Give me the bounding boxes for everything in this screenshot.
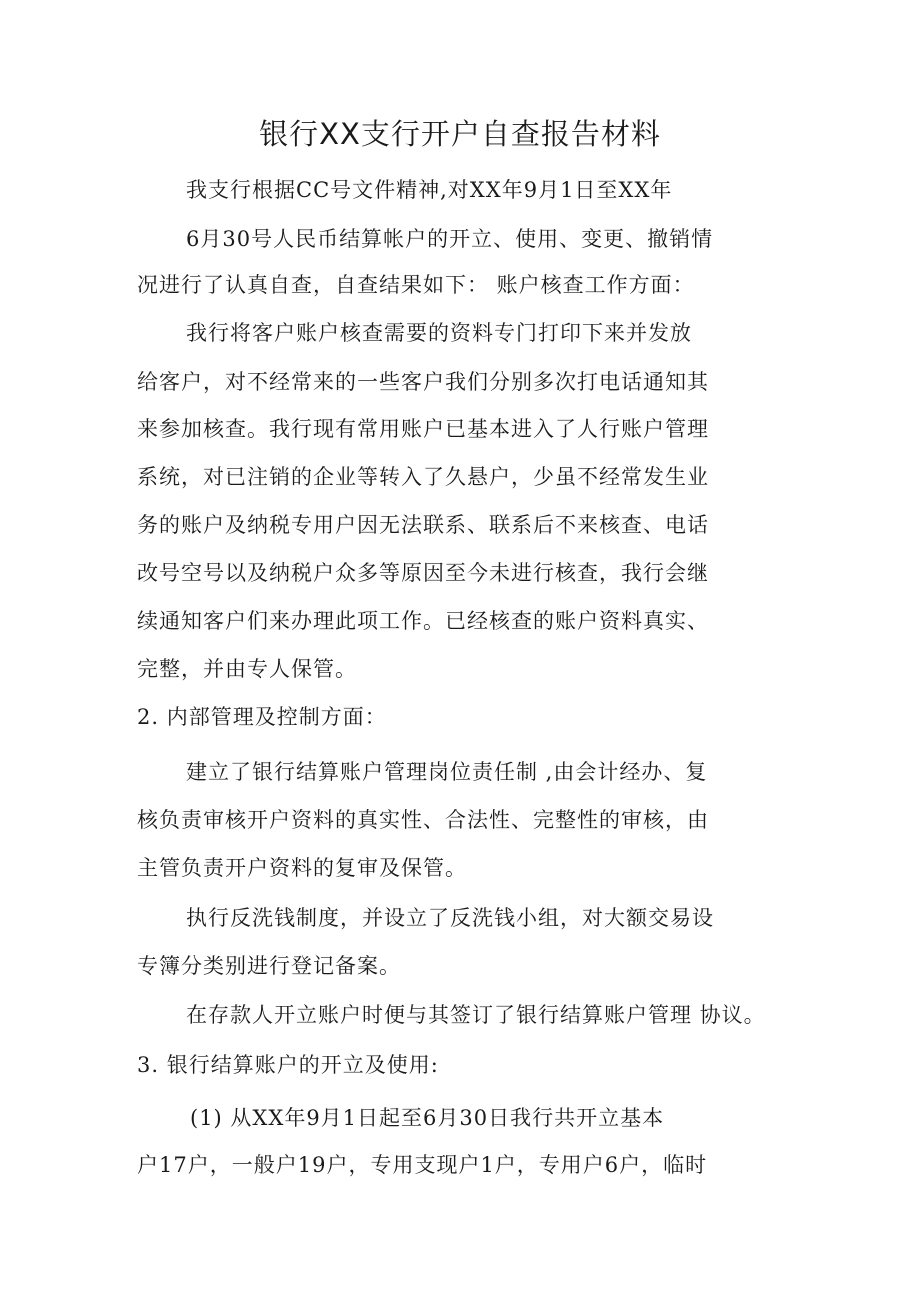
document-title: 银行XX支行开户自查报告材料 bbox=[259, 117, 661, 151]
paragraph-line: 完整，并由专人保管。 bbox=[137, 657, 357, 681]
paragraph-line: 执行反洗钱制度，并设立了反洗钱小组，对大额交易设 bbox=[186, 906, 714, 930]
paragraph-line: 来参加核查。我行现有常用账户已基本进入了人行账户管理 bbox=[137, 417, 709, 441]
paragraph-line: 给客户，对不经常来的一些客户我们分别多次打电话通知其 bbox=[137, 370, 709, 394]
paragraph-line: 续通知客户们来办理此项工作。已经核查的账户资料真实、 bbox=[137, 609, 709, 633]
paragraph-line: 建立了银行结算账户管理岗位责任制 ,由会计经办、复 bbox=[186, 760, 708, 784]
paragraph-line: 我行将客户账户核查需要的资料专门打印下来并发放 bbox=[186, 321, 692, 345]
paragraph-line: (1) 从XX年9月1日起至6月30日我行共开立基本 bbox=[190, 1106, 665, 1130]
paragraph-line: 我支行根据CC号文件精神,对XX年9月1日至XX年 bbox=[186, 178, 673, 202]
paragraph-line: 户17户，一般户19户，专用支现户1户，专用户6户，临时 bbox=[137, 1153, 708, 1177]
paragraph-line: 核负责审核开户资料的真实性、合法性、完整性的审核，由 bbox=[137, 808, 709, 832]
paragraph-line: 务的账户及纳税专用户因无法联系、联系后不来核查、电话 bbox=[137, 513, 709, 537]
section-heading: 3. 银行结算账户的开立及使用: bbox=[137, 1053, 439, 1077]
paragraph-line: 在存款人开立账户时便与其签订了银行结算账户管理 协议。 bbox=[186, 1003, 766, 1027]
paragraph-line: 6月30号人民币结算帐户的开立、使用、变更、撤销情 bbox=[186, 227, 714, 251]
paragraph-line: 改号空号以及纳税户众多等原因至今未进行核查，我行会继 bbox=[137, 561, 709, 585]
paragraph-line: 系统，对已注销的企业等转入了久悬户，少虽不经常发生业 bbox=[137, 465, 709, 489]
paragraph-line: 主管负责开户资料的复审及保管。 bbox=[137, 856, 467, 880]
paragraph-line: 专簿分类别进行登记备案。 bbox=[137, 954, 401, 978]
section-heading: 2. 内部管理及控制方面： bbox=[137, 705, 387, 729]
paragraph-line: 况进行了认真自查，自查结果如下： 账户核查工作方面： bbox=[137, 273, 695, 297]
